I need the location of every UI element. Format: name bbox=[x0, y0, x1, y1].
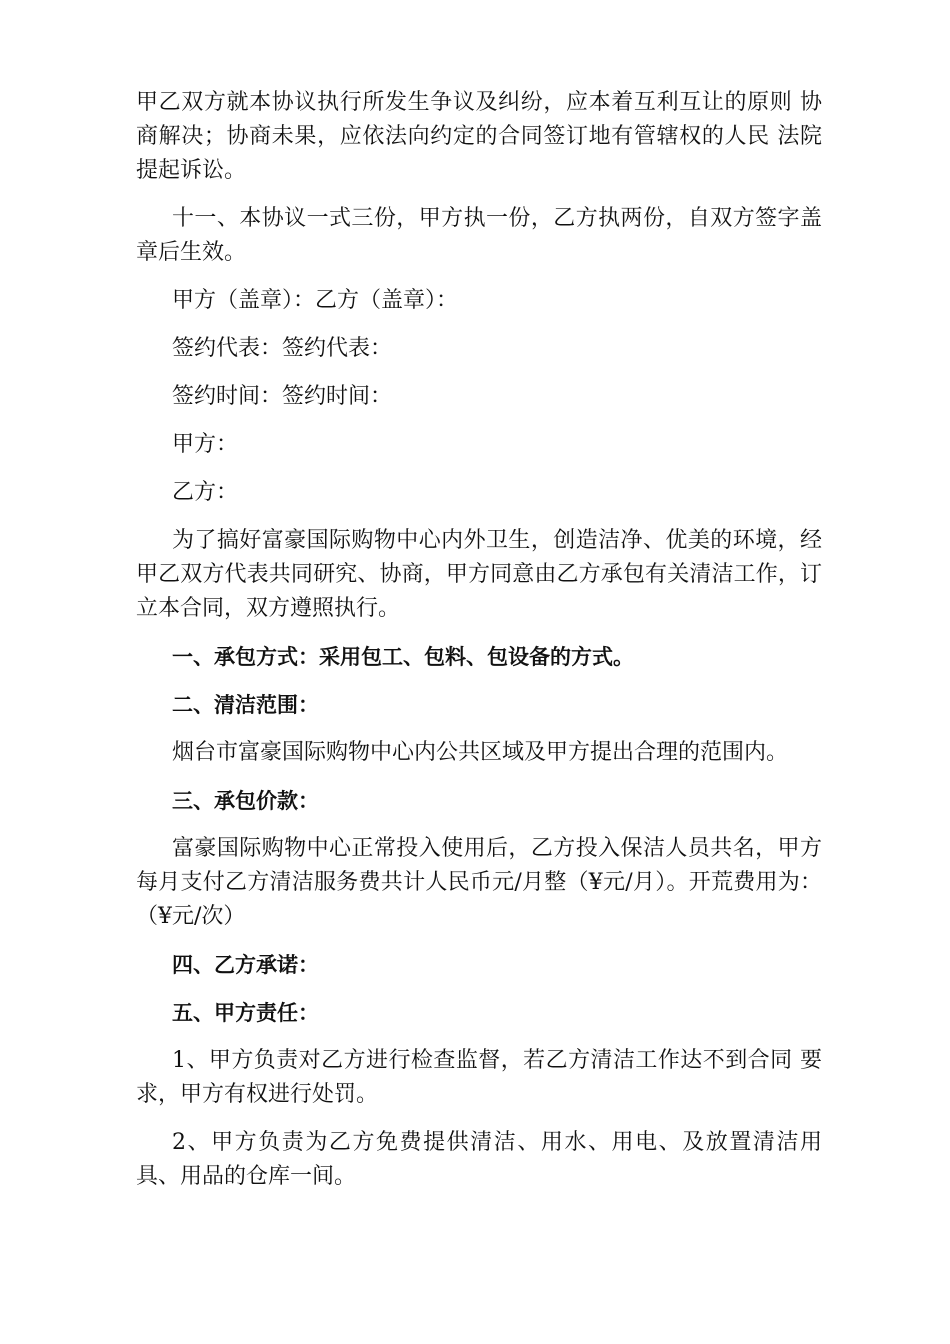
party-a-line: 甲方： bbox=[172, 432, 239, 457]
section-contract-price: 三、承包价款： bbox=[172, 789, 319, 813]
responsibility-item-1: 1、甲方负责对乙方进行检查监督，若乙方清洁工作达不到合同 要求，甲方有权进行处罚。 bbox=[136, 1048, 822, 1107]
clause-eleven-paragraph: 十一、本协议一式三份，甲方执一份，乙方执两份，自双方签字盖章后生效。 bbox=[136, 206, 822, 265]
dispute-resolution-paragraph: 甲乙双方就本协议执行所发生争议及纠纷，应本着互利互让的原则 协商解决；协商未果，应依法向约定的合同签订地有管辖权的人民 法院提起诉讼。 bbox=[136, 90, 822, 183]
intro-paragraph: 为了搞好富豪国际购物中心内外卫生，创造洁净、优美的环境，经甲乙双方代表共同研究、协商，甲方同意由乙方承包有关清洁工作，订立本合同，双方遵照执行。 bbox=[136, 528, 822, 621]
section-party-a-responsibility: 五、甲方责任： bbox=[172, 1001, 319, 1025]
party-b-line: 乙方： bbox=[172, 480, 239, 505]
representative-line: 签约代表：签约代表： bbox=[172, 336, 393, 361]
contract-price-text: 富豪国际购物中心正常投入使用后，乙方投入保洁人员共名，甲方每月支付乙方清洁服务费共计人民币元/月整（¥元/月）。开荒费用为：（¥元/次） bbox=[136, 836, 822, 929]
seal-line: 甲方（盖章）：乙方（盖章）： bbox=[172, 288, 459, 313]
signing-date-line: 签约时间：签约时间： bbox=[172, 384, 393, 409]
cleaning-scope-text: 烟台市富豪国际购物中心内公共区域及甲方提出合理的范围内。 bbox=[172, 740, 789, 765]
document-page bbox=[136, 86, 822, 1208]
section-contract-method: 一、承包方式：采用包工、包料、包设备的方式。 bbox=[172, 645, 634, 669]
responsibility-item-2: 2、甲方负责为乙方免费提供清洁、用水、用电、及放置清洁用具、用品的仓库一间。 bbox=[136, 1130, 822, 1189]
section-party-b-commitment: 四、乙方承诺： bbox=[172, 953, 319, 977]
section-cleaning-scope: 二、清洁范围： bbox=[172, 693, 319, 717]
